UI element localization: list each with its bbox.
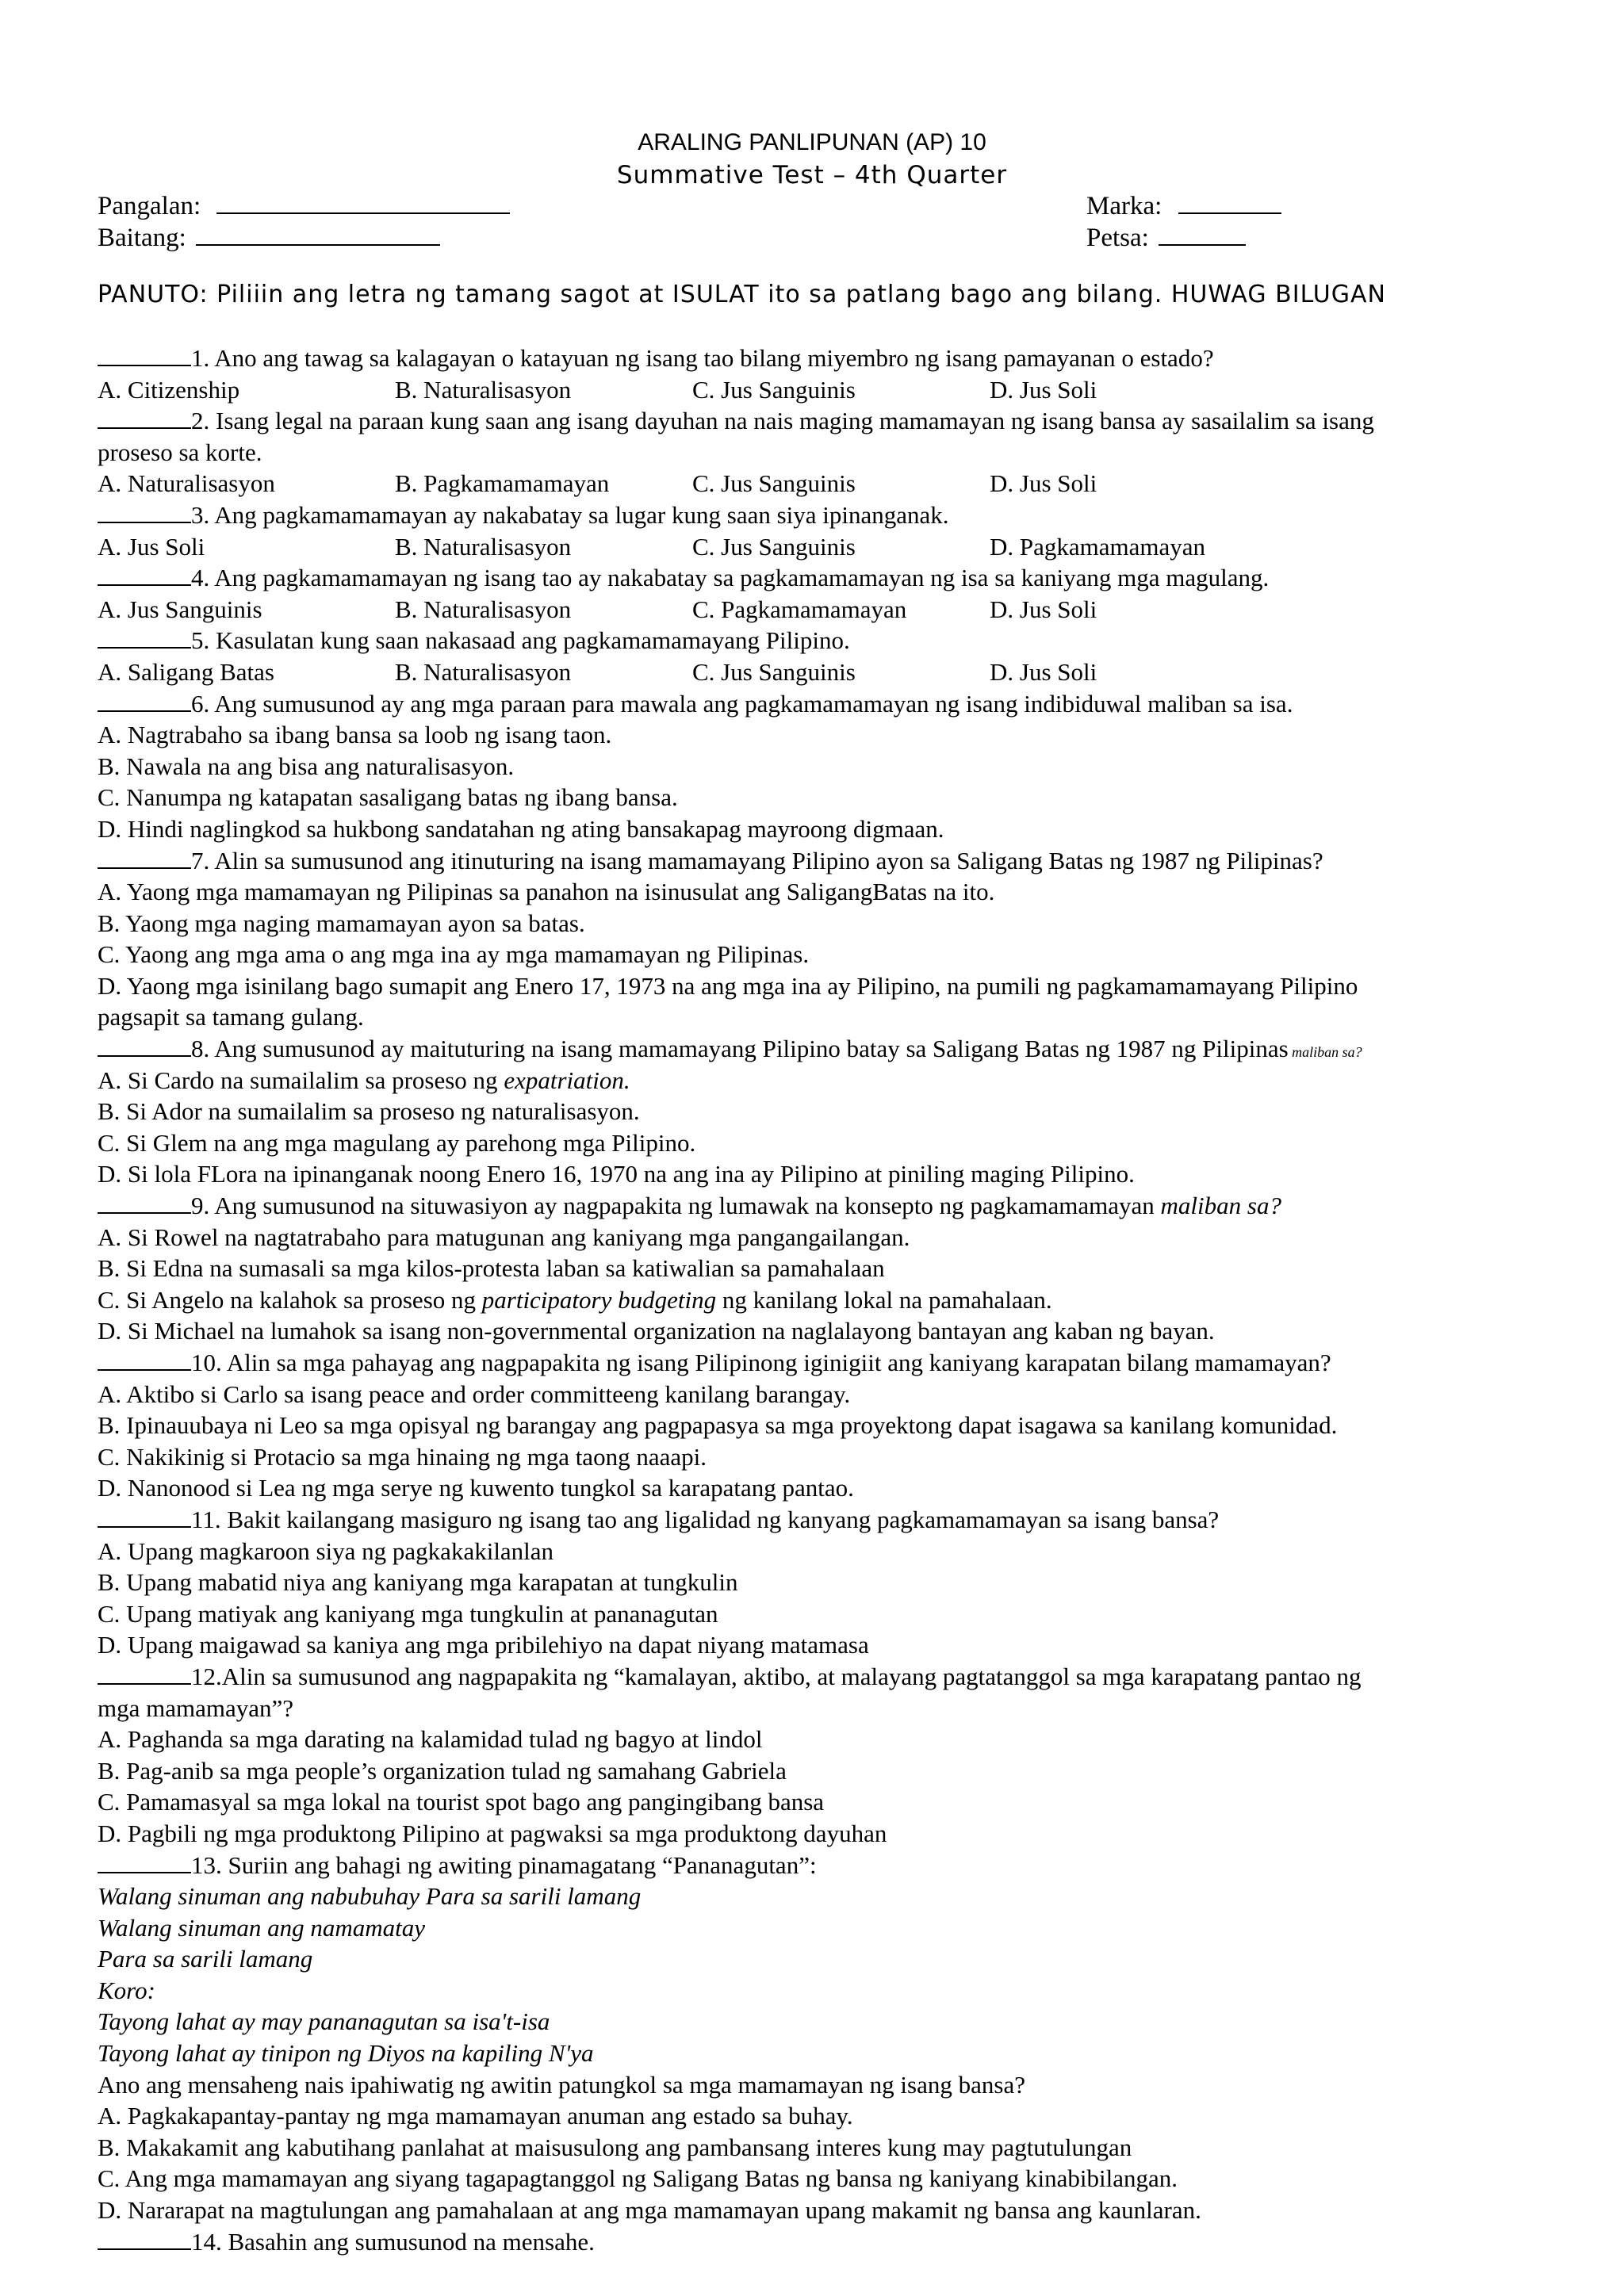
option-choice: B. Naturalisasyon: [395, 532, 572, 561]
question-text: 8. Ang sumusunod ay maituturing na isang mamamayang Pilipino batay sa Saligang Batas ng 1987 ng Pilipinas: [191, 1035, 1289, 1063]
choice-text: proseso sa korte.: [98, 438, 262, 466]
question-text: 9. Ang sumusunod na situwasiyon ay nagpapakita ng lumawak na konsepto ng pagkamamamayan: [191, 1192, 1161, 1220]
instruction-text: PANUTO: Piliiin ang letra ng tamang sagot at ISULAT ito sa patlang bago ang bilang. HUWAG BILUGAN: [98, 281, 1386, 308]
question-text: 7. Alin sa sumusunod ang itinuturing na isang mamamayang Pilipino ayon sa Saligang Batas ng 1987 ng Pilipinas?: [191, 846, 1323, 874]
choice-line: [98, 1567, 1557, 1598]
answer-blank[interactable]: [98, 1192, 191, 1214]
choice-line: [98, 970, 1557, 1002]
option-choice: B. Pagkamamamayan: [395, 469, 610, 498]
choice-line: [98, 1693, 1557, 1724]
question-text: 12.Alin sa sumusunod ang nagpapakita ng “kamalayan, aktibo, at malayang pagtatanggol sa mga karapatang pantao ng: [191, 1662, 1362, 1690]
answer-blank[interactable]: [98, 1506, 191, 1528]
question-text: 1. Ano ang tawag sa kalagayan o katayuan ng isang tao bilang miyembro ng isang pamayanan o estado?: [191, 344, 1214, 372]
choice-text: A. Si Cardo na sumailalim sa proseso ng: [98, 1066, 504, 1094]
choice-line: [98, 1441, 1557, 1473]
song-lyric-line: [98, 2038, 1557, 2069]
choice-emphasis: participatory budgeting: [481, 1285, 717, 1314]
answer-blank[interactable]: [98, 501, 191, 523]
date-blank[interactable]: [1159, 222, 1246, 246]
choice-text: Ano ang mensaheng nais ipahiwatig ng awitin patungkol sa mga mamamayan ng isang bansa?: [98, 2070, 1025, 2099]
choice-text: D. Nararapat na magtulungan ang pamahalaan at ang mga mamamayan upang makamit ng bansa ang kaunlaran.: [98, 2196, 1201, 2225]
question-emphasis: maliban sa?: [1160, 1192, 1281, 1220]
choice-line: [98, 1096, 1557, 1127]
score-field[interactable]: [1086, 190, 1281, 223]
option-choice: A. Citizenship: [98, 375, 240, 404]
question-text: 6. Ang sumusunod ay ang mga paraan para mawala ang pagkamamamayan ng isang indibiduwal maliban sa isa.: [191, 689, 1293, 718]
choice-emphasis: expatriation.: [504, 1066, 630, 1094]
choice-text: mga mamamayan”?: [98, 1693, 294, 1722]
date-label: Petsa:: [1086, 224, 1149, 252]
choice-text: C. Nakikinig si Protacio sa mga hinaing ng mga taong naaapi.: [98, 1442, 707, 1471]
choice-line: [98, 1410, 1557, 1441]
option-choice: D. Pagkamamamayan: [990, 532, 1206, 561]
choice-line: [98, 2163, 1557, 2195]
options-row: [98, 594, 1557, 626]
choice-text: C. Nanumpa ng katapatan sasaligang batas ng ibang bansa.: [98, 783, 678, 812]
song-lyric-line: [98, 1943, 1557, 1975]
choice-line: [98, 719, 1557, 751]
choice-line: [98, 1001, 1557, 1033]
choice-text: pagsapit sa tamang gulang.: [98, 1003, 364, 1031]
answer-blank[interactable]: [98, 2228, 191, 2250]
option-choice: B. Naturalisasyon: [395, 595, 572, 623]
choice-line: [98, 751, 1557, 783]
choice-text: C. Si Angelo na kalahok sa proseso ng: [98, 1285, 482, 1314]
choice-text: C. Yaong ang mga ama o ang mga ina ay mga mamamayan ng Pilipinas.: [98, 940, 810, 969]
options-row: [98, 374, 1557, 406]
lyric-text: Walang sinuman ang namamatay: [98, 1913, 426, 1942]
choice-line: [98, 1253, 1557, 1284]
choice-text: B. Pag-anib sa mga people’s organization tulad ng samahang Gabriela: [98, 1756, 787, 1785]
option-choice: C. Jus Sanguinis: [692, 375, 856, 404]
song-lyric-line: [98, 2006, 1557, 2038]
choice-line: [98, 1127, 1557, 1159]
choice-line: [98, 1598, 1557, 1630]
options-row: [98, 656, 1557, 688]
question-line: [98, 1850, 1557, 1881]
lyric-text: Tayong lahat ay may pananagutan sa isa't-isa: [98, 2007, 550, 2036]
choice-text: A. Aktibo si Carlo sa isang peace and order committeeng kanilang barangay.: [98, 1380, 851, 1408]
question-suffix: maliban sa?: [1288, 1044, 1362, 1061]
question-text: 3. Ang pagkamamamayan ay nakabatay sa lugar kung saan siya ipinanganak.: [191, 500, 949, 529]
option-choice: D. Jus Soli: [990, 657, 1097, 686]
choice-line: [98, 1786, 1557, 1818]
choice-text: A. Si Rowel na nagtatrabaho para matugunan ang kaniyang mga pangangailangan.: [98, 1223, 910, 1251]
choice-line: [98, 1315, 1557, 1347]
choice-line: [98, 908, 1557, 939]
date-field[interactable]: [1086, 222, 1246, 254]
options-row: [98, 531, 1557, 563]
choice-text: D. Si Michael na lumahok sa isang non-governmental organization na naglalayong bantayan ang kaban ng bayan.: [98, 1317, 1215, 1345]
question-line: [98, 562, 1557, 594]
lyric-text: Para sa sarili lamang: [98, 1945, 313, 1973]
choice-line: [98, 1222, 1557, 1253]
choice-text: D. Hindi naglingkod sa hukbong sandatahan ng ating bansakapag mayroong digmaan.: [98, 814, 944, 843]
choice-line: [98, 2132, 1557, 2164]
question-text: 5. Kasulatan kung saan nakasaad ang pagkamamamayang Pilipino.: [191, 626, 850, 655]
document-title: ARALING PANLIPUNAN (AP) 10: [638, 129, 986, 155]
answer-blank[interactable]: [98, 626, 191, 649]
option-choice: C. Jus Sanguinis: [692, 469, 856, 498]
option-choice: A. Saligang Batas: [98, 657, 274, 686]
choice-line: [98, 1379, 1557, 1410]
choice-line: [98, 1065, 1557, 1096]
choice-text: D. Si lola FLora na ipinanganak noong Enero 16, 1970 na ang ina ay Pilipino at piniling maging Pilipino.: [98, 1160, 1135, 1188]
choice-line: [98, 1472, 1557, 1504]
choice-text: C. Si Glem na ang mga magulang ay parehong mga Pilipino.: [98, 1128, 696, 1157]
question-text: 2. Isang legal na paraan kung saan ang isang dayuhan na nais maging mamamayan ng isang bansa ay sasailalim sa isang: [191, 407, 1374, 435]
question-line: [98, 405, 1557, 437]
lyric-text: Koro:: [98, 1976, 155, 2004]
score-blank[interactable]: [1178, 190, 1281, 214]
option-choice: C. Jus Sanguinis: [692, 532, 856, 561]
question-text: 10. Alin sa mga pahayag ang nagpapakita ng isang Pilipinong iginigiit ang kaniyang karapatan bilang mamamayan?: [191, 1349, 1331, 1376]
choice-text: B. Si Ador na sumailalim sa proseso ng naturalisasyon.: [98, 1097, 640, 1126]
name-blank[interactable]: [216, 190, 510, 214]
option-choice: B. Naturalisasyon: [395, 375, 572, 404]
choice-line: [98, 2195, 1557, 2226]
answer-blank[interactable]: [98, 1663, 191, 1685]
question-text: 14. Basahin ang sumusunod na mensahe.: [191, 2227, 595, 2256]
choice-line: [98, 1818, 1557, 1850]
choice-text: B. Makakamit ang kabutihang panlahat at maisusulong ang pambansang interes kung may pagtutulungan: [98, 2133, 1132, 2161]
answer-blank[interactable]: [98, 564, 191, 586]
choice-text: A. Yaong mga mamamayan ng Pilipinas sa panahon na isinusulat ang SaligangBatas na ito.: [98, 878, 995, 906]
choice-line: [98, 782, 1557, 813]
choice-text: C. Upang matiyak ang kaniyang mga tungkulin at pananagutan: [98, 1599, 718, 1628]
choice-line: [98, 1158, 1557, 1190]
question-line: [98, 1347, 1557, 1379]
question-line: [98, 342, 1557, 374]
answer-blank[interactable]: [98, 690, 191, 712]
choice-line: [98, 813, 1557, 845]
choice-line: [98, 1629, 1557, 1661]
choice-text: C. Pamamasyal sa mga lokal na tourist spot bago ang pangingibang bansa: [98, 1788, 825, 1816]
lyric-text: Walang sinuman ang nabubuhay Para sa sarili lamang: [98, 1882, 642, 1911]
choice-line: [98, 1724, 1557, 1755]
question-line: [98, 2226, 1557, 2258]
question-text: 11. Bakit kailangang masiguro ng isang tao ang ligalidad ng kanyang pagkamamamayan sa isang bansa?: [191, 1505, 1220, 1533]
choice-text: D. Upang maigawad sa kaniya ang mga pribilehiyo na dapat niyang matamasa: [98, 1631, 869, 1659]
question-line: [98, 845, 1557, 877]
question-text: 4. Ang pagkamamamayan ng isang tao ay nakabatay sa pagkamamamayan ng isa sa kaniyang mga magulang.: [191, 564, 1270, 592]
choice-line: [98, 2100, 1557, 2132]
question-line: [98, 1504, 1557, 1536]
document-subtitle: Summative Test – 4th Quarter: [616, 161, 1008, 189]
answer-blank[interactable]: [98, 1035, 191, 1057]
choice-text: D. Pagbili ng mga produktong Pilipino at pagwaksi sa mga produktong dayuhan: [98, 1819, 887, 1847]
choice-line: [98, 2069, 1557, 2101]
question-text: 13. Suriin ang bahagi ng awiting pinamagatang “Pananagutan”:: [191, 1850, 817, 1879]
song-lyric-line: [98, 1912, 1557, 1944]
song-lyric-line: [98, 1975, 1557, 2007]
choice-line: [98, 437, 1557, 469]
question-line: [98, 625, 1557, 656]
name-field[interactable]: [98, 190, 510, 223]
option-choice: D. Jus Soli: [990, 375, 1097, 404]
choice-text: A. Nagtrabaho sa ibang bansa sa loob ng isang taon.: [98, 721, 612, 749]
lyric-text: Tayong lahat ay tinipon ng Diyos na kapiling N'ya: [98, 2039, 594, 2068]
options-row: [98, 468, 1557, 499]
choice-line: [98, 1755, 1557, 1787]
choice-line: [98, 1536, 1557, 1567]
question-line: [98, 688, 1557, 720]
option-choice: C. Pagkamamamayan: [692, 595, 907, 623]
score-label: Marka:: [1086, 192, 1162, 220]
choice-line: [98, 939, 1557, 970]
choice-text: B. Nawala na ang bisa ang naturalisasyon.: [98, 752, 515, 780]
option-choice: D. Jus Soli: [990, 595, 1097, 623]
question-line: [98, 1190, 1557, 1222]
grade-field[interactable]: [98, 222, 440, 254]
answer-blank[interactable]: [98, 1349, 191, 1371]
question-line: [98, 499, 1557, 531]
choice-text: B. Si Edna na sumasali sa mga kilos-protesta laban sa katiwalian sa pamahalaan: [98, 1254, 885, 1283]
choice-text: B. Upang mabatid niya ang kaniyang mga karapatan at tungkulin: [98, 1568, 738, 1597]
choice-text: C. Ang mga mamamayan ang siyang tagapagtanggol ng Saligang Batas ng bansa ng kaniyang kinabibilangan.: [98, 2164, 1178, 2193]
grade-blank[interactable]: [196, 222, 440, 246]
question-line: [98, 1033, 1557, 1065]
choice-text-tail: ng kanilang lokal na pamahalaan.: [716, 1285, 1052, 1314]
option-choice: B. Naturalisasyon: [395, 657, 572, 686]
option-choice: A. Jus Sanguinis: [98, 595, 262, 623]
choice-text: A. Pagkakapantay-pantay ng mga mamamayan anuman ang estado sa buhay.: [98, 2102, 853, 2130]
answer-blank[interactable]: [98, 847, 191, 869]
answer-blank[interactable]: [98, 344, 191, 366]
questions-body: [98, 342, 1557, 2257]
choice-text: A. Upang magkaroon siya ng pagkakakilanlan: [98, 1536, 554, 1565]
choice-text: B. Yaong mga naging mamamayan ayon sa batas.: [98, 909, 585, 937]
choice-line: [98, 1284, 1557, 1316]
choice-text: B. Ipinauubaya ni Leo sa mga opisyal ng barangay ang pagpapasya sa mga proyektong dapat isagawa sa kanilang komunidad.: [98, 1411, 1338, 1440]
answer-blank[interactable]: [98, 1851, 191, 1873]
song-lyric-line: [98, 1881, 1557, 1912]
option-choice: C. Jus Sanguinis: [692, 657, 856, 686]
name-label: Pangalan:: [98, 192, 201, 220]
choice-text: A. Paghanda sa mga darating na kalamidad tulad ng bagyo at lindol: [98, 1725, 763, 1754]
option-choice: A. Jus Soli: [98, 532, 205, 561]
choice-text: D. Yaong mga isinilang bago sumapit ang Enero 17, 1973 na ang mga ina ay Pilipino, na pumili ng pagkamamamayang Pilipino: [98, 971, 1358, 1000]
choice-line: [98, 876, 1557, 908]
question-line: [98, 1661, 1557, 1693]
answer-blank[interactable]: [98, 407, 191, 429]
choice-text: D. Nanonood si Lea ng mga serye ng kuwento tungkol sa karapatang pantao.: [98, 1474, 854, 1502]
grade-label: Baitang:: [98, 224, 186, 252]
option-choice: D. Jus Soli: [990, 469, 1097, 498]
option-choice: A. Naturalisasyon: [98, 469, 275, 498]
